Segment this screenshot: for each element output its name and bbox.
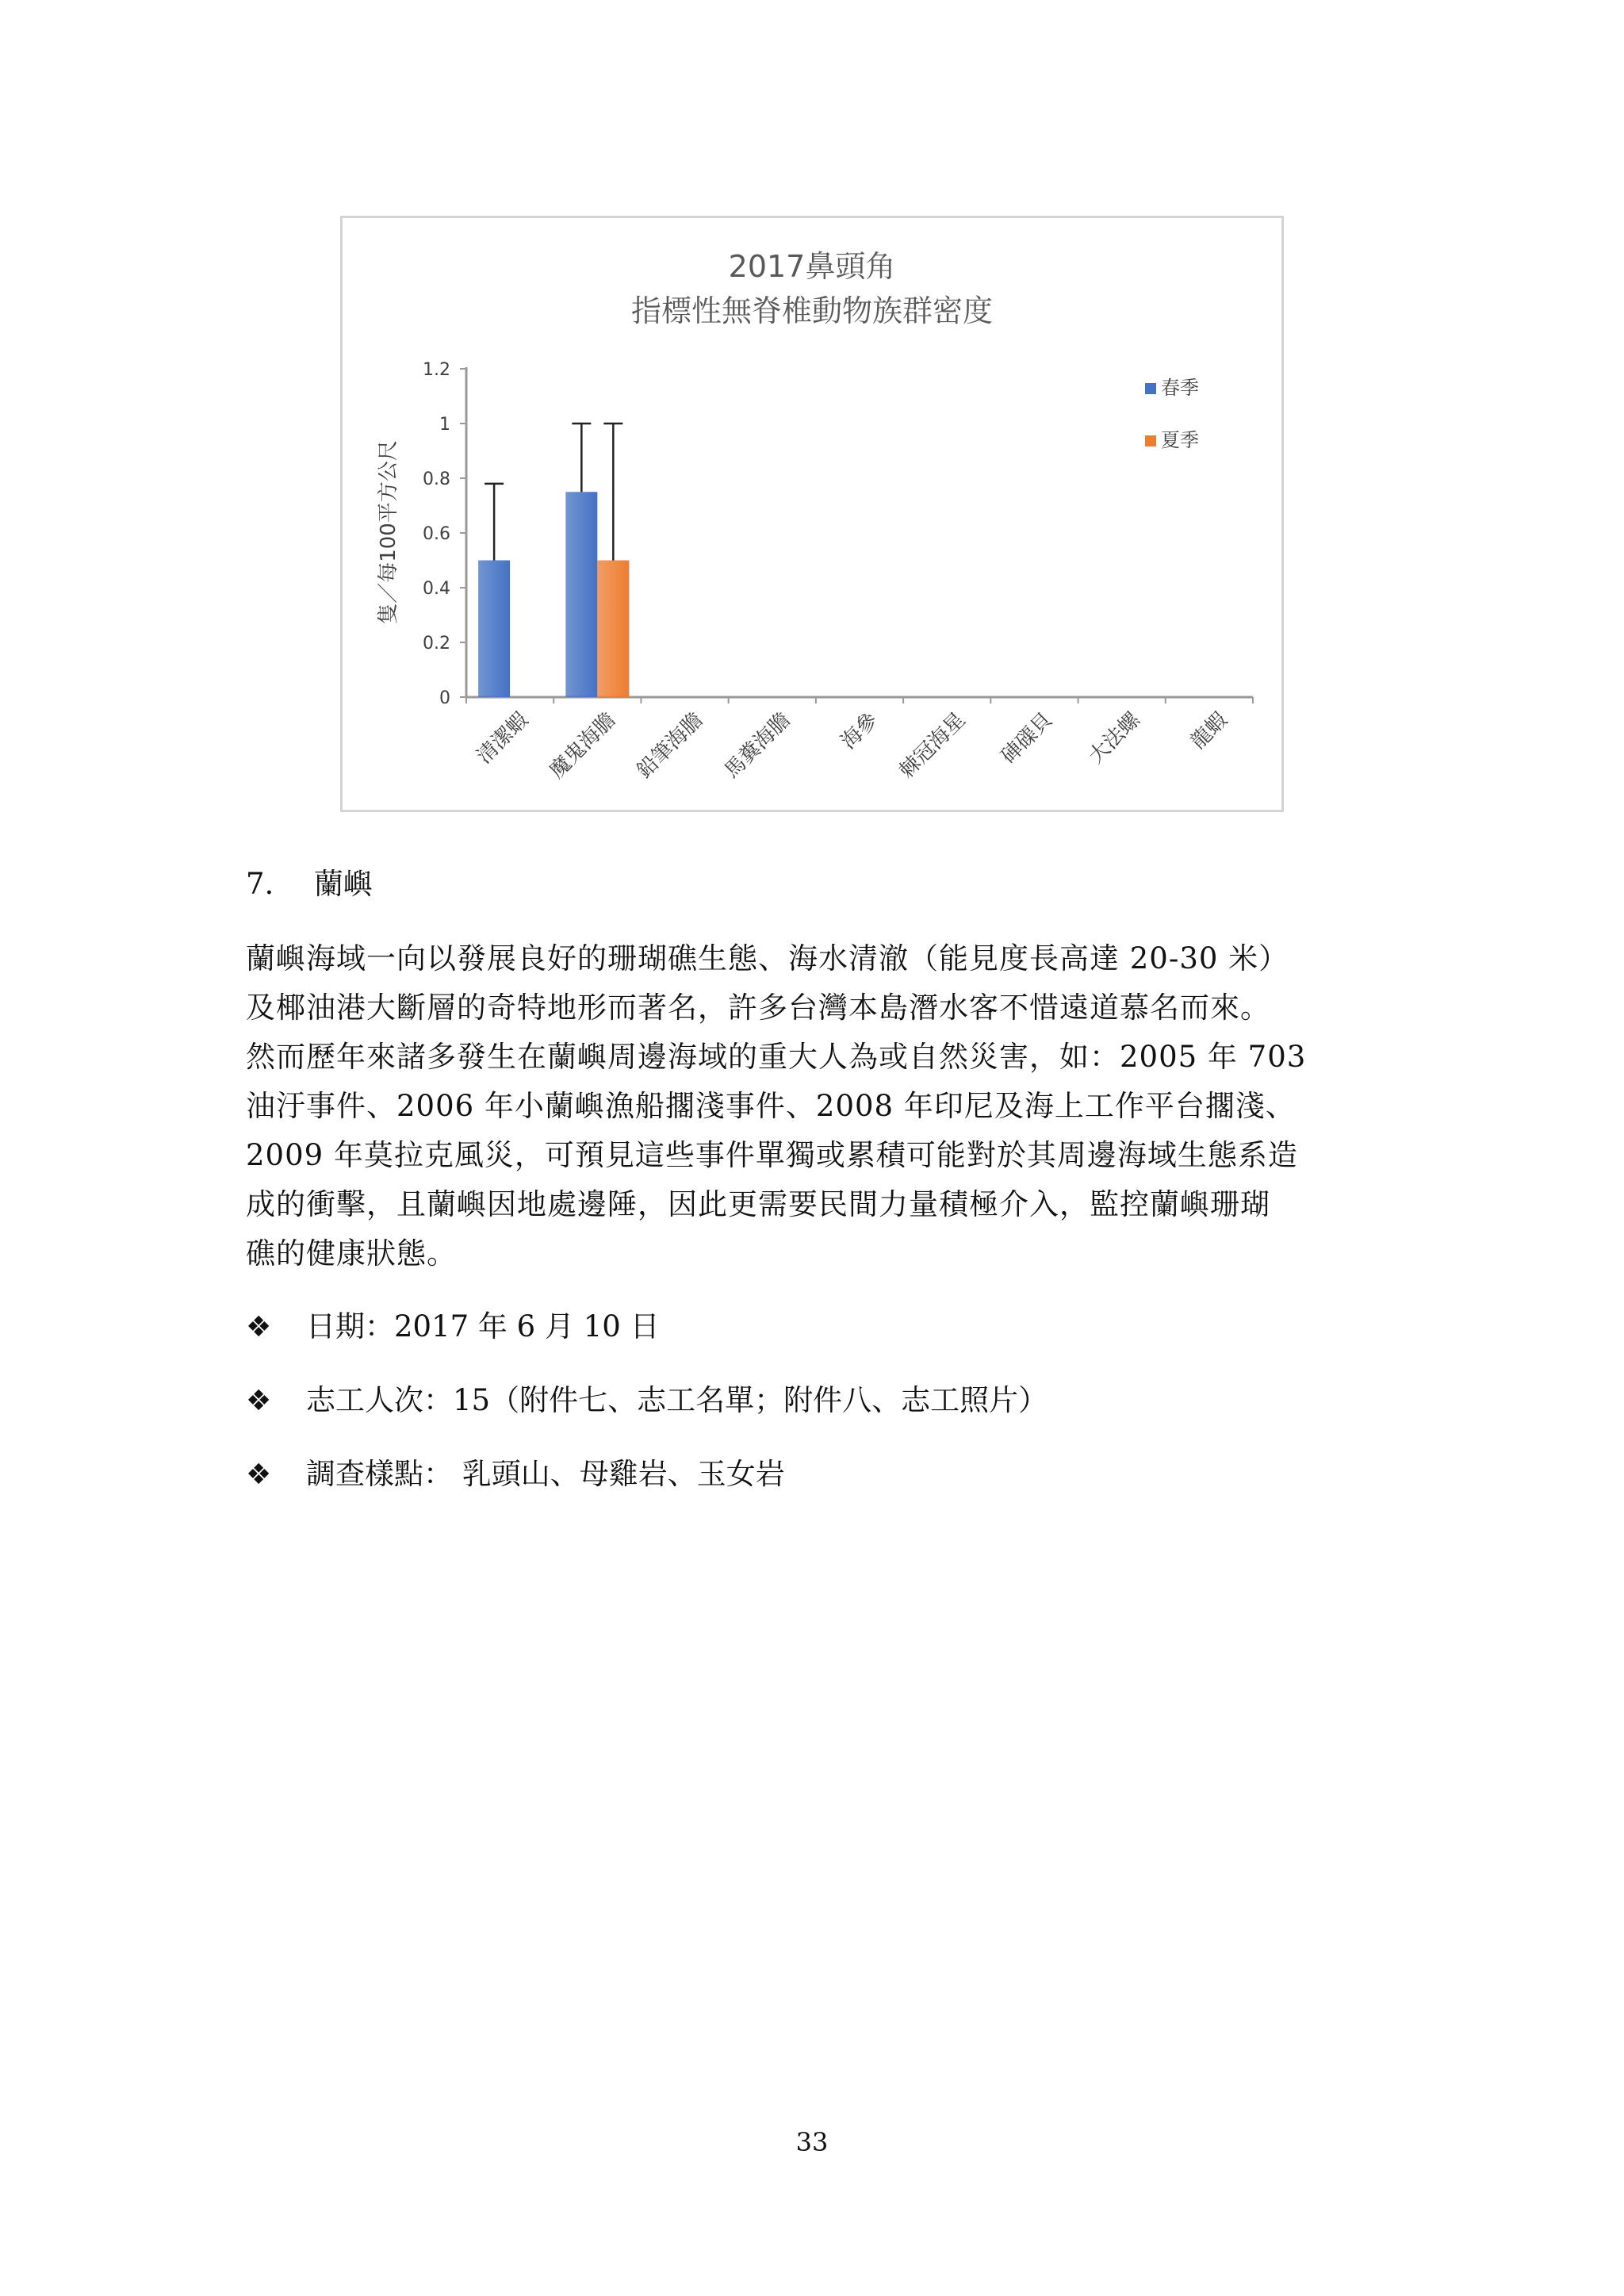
chart-title-line-1: 2017鼻頭角 (728, 249, 896, 284)
y-tick-label: 1 (439, 415, 450, 435)
bar-spring (478, 561, 510, 698)
legend-label: 夏季 (1161, 429, 1199, 451)
x-category-label: 龍蝦 (1185, 707, 1232, 754)
page-number: 33 (795, 2127, 829, 2157)
paragraph-line: 然而歷年來諸多發生在蘭嶼周邊海域的重大人為或自然災害，如：2005 年 703 (246, 1040, 1307, 1074)
x-category-label: 海參 (836, 707, 883, 754)
bar-chart (343, 218, 1281, 810)
x-category-label: 棘冠海星 (894, 707, 971, 784)
y-axis-label: 隻／每100平方公尺 (377, 440, 400, 624)
section-title: 蘭嶼 (314, 867, 373, 901)
section-number: 7. (246, 867, 274, 901)
paragraph-line: 成的衝擊，且蘭嶼因地處邊陲，因此更需要民間力量積極介入，監控蘭嶼珊瑚 (246, 1187, 1270, 1221)
x-category-label: 鉛筆海膽 (632, 707, 708, 784)
bar-summer (597, 561, 629, 698)
x-category-label: 魔鬼海膽 (545, 707, 621, 784)
bullet-sites (246, 1457, 785, 1493)
y-tick-label: 1.2 (423, 360, 450, 380)
plot-area (423, 360, 1253, 783)
bullet-text: 志工人次：15（附件七、志工名單；附件八、志工照片） (306, 1383, 1048, 1417)
legend-swatch (1145, 435, 1156, 447)
y-tick-label: 0 (439, 688, 450, 708)
bullet-volunteers (246, 1383, 1048, 1419)
paragraph-line: 油汙事件、2006 年小蘭嶼漁船擱淺事件、2008 年印尼及海上工作平台擱淺、 (246, 1089, 1296, 1123)
paragraph-line: 2009 年莫拉克風災，可預見這些事件單獨或累積可能對於其周邊海域生態系造 (246, 1138, 1298, 1172)
paragraph-line: 及椰油港大斷層的奇特地形而著名，許多台灣本島潛水客不惜遠道慕名而來。 (246, 991, 1270, 1025)
chart-title-line-2: 指標性無脊椎動物族群密度 (630, 293, 994, 328)
bullet-text: 日期：2017 年 6 月 10 日 (306, 1309, 660, 1343)
bar-spring (565, 492, 597, 697)
y-tick-label: 0.2 (423, 634, 450, 654)
legend (1145, 377, 1199, 451)
chart-frame (340, 216, 1284, 812)
bullet-text: 調查樣點： 乳頭山、母雞岩、玉女岩 (306, 1457, 785, 1491)
legend-swatch (1145, 383, 1156, 394)
bullet-diamond-icon: ❖ (246, 1458, 272, 1491)
body-paragraph (246, 934, 1388, 1278)
y-tick-label: 0.6 (423, 524, 450, 544)
x-category-label: 大法螺 (1084, 707, 1145, 769)
bullet-date (246, 1309, 660, 1345)
paragraph-line: 蘭嶼海域一向以發展良好的珊瑚礁生態、海水清澈（能見度長高達 20-30 米） (246, 941, 1289, 976)
section-heading (246, 867, 373, 902)
paragraph-line: 礁的健康狀態。 (246, 1236, 457, 1271)
y-tick-label: 0.8 (423, 470, 450, 489)
bullet-diamond-icon: ❖ (246, 1385, 272, 1417)
bullet-diamond-icon: ❖ (246, 1311, 272, 1343)
x-category-label: 硨磲貝 (997, 707, 1058, 769)
x-category-label: 清潔蝦 (472, 707, 534, 769)
legend-label: 春季 (1161, 377, 1199, 399)
y-tick-label: 0.4 (423, 579, 450, 599)
x-category-label: 馬糞海膽 (719, 707, 795, 784)
